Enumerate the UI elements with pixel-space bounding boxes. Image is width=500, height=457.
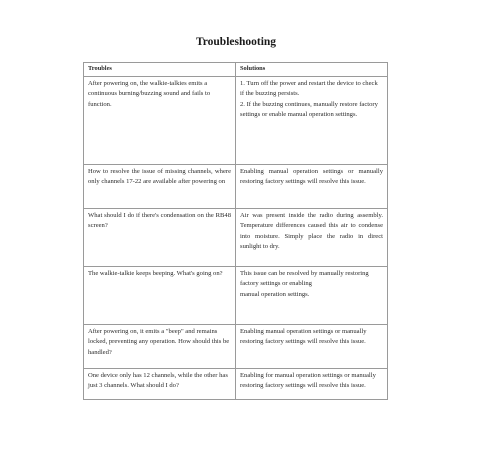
header-troubles: Troubles — [84, 63, 236, 77]
trouble-text: After powering on, it emits a "beep" and remains locked, preventing any operation. How should this be handled? — [88, 327, 230, 356]
table-row — [84, 208, 388, 266]
table-row — [84, 368, 388, 399]
solution-cell — [236, 76, 388, 164]
solution-cell — [236, 266, 388, 324]
solution-text: Air was present inside the radio during assembly. Temperature differences caused this air to condense into moisture. Simply place the radio in direct sunlight to dry. — [240, 211, 383, 251]
solution-cell — [236, 368, 388, 399]
trouble-text: One device only has 12 channels, while the other has just 3 channels. What should I do? — [88, 371, 228, 390]
header-solutions: Solutions — [236, 63, 388, 77]
trouble-cell — [84, 164, 236, 208]
table-header-row — [84, 63, 388, 77]
page-title: Troubleshooting — [195, 36, 277, 48]
troubleshooting-table — [83, 62, 388, 400]
trouble-cell — [84, 208, 236, 266]
solution-text: Enabling for manual operation settings or manually restoring factory settings will resolve this issue. — [240, 371, 376, 390]
trouble-text: What should I do if there's condensation on the RB48 screen? — [88, 211, 231, 230]
trouble-text: After powering on, the walkie-talkies emits a continuous burning/buzzing sound and fails to function. — [88, 79, 211, 108]
solution-text: 1. Turn off the power and restart the device to check if the buzzing persists. 2. If the buzzing continues, manually restore factory settings or enable manual operation settings. — [240, 79, 378, 119]
solution-text: Enabling manual operation settings or manually restoring factory settings will resolve this issue. — [240, 327, 367, 346]
solution-cell — [236, 208, 388, 266]
trouble-cell — [84, 324, 236, 368]
trouble-cell — [84, 266, 236, 324]
solution-text: Enabling manual operation settings or manually restoring factory settings will resolve this issue. — [240, 167, 383, 186]
table-row — [84, 266, 388, 324]
trouble-text: How to resolve the issue of missing channels, where only channels 17-22 are available after powering on — [88, 167, 231, 186]
table-row — [84, 324, 388, 368]
table-row — [84, 164, 388, 208]
trouble-cell — [84, 76, 236, 164]
trouble-cell — [84, 368, 236, 399]
solution-text: This issue can be resolved by manually restoring factory settings or enabling manual operation settings. — [240, 269, 369, 298]
table-row — [84, 76, 388, 164]
trouble-text: The walkie-talkie keeps beeping. What's going on? — [88, 269, 223, 277]
solution-cell — [236, 324, 388, 368]
solution-cell — [236, 164, 388, 208]
